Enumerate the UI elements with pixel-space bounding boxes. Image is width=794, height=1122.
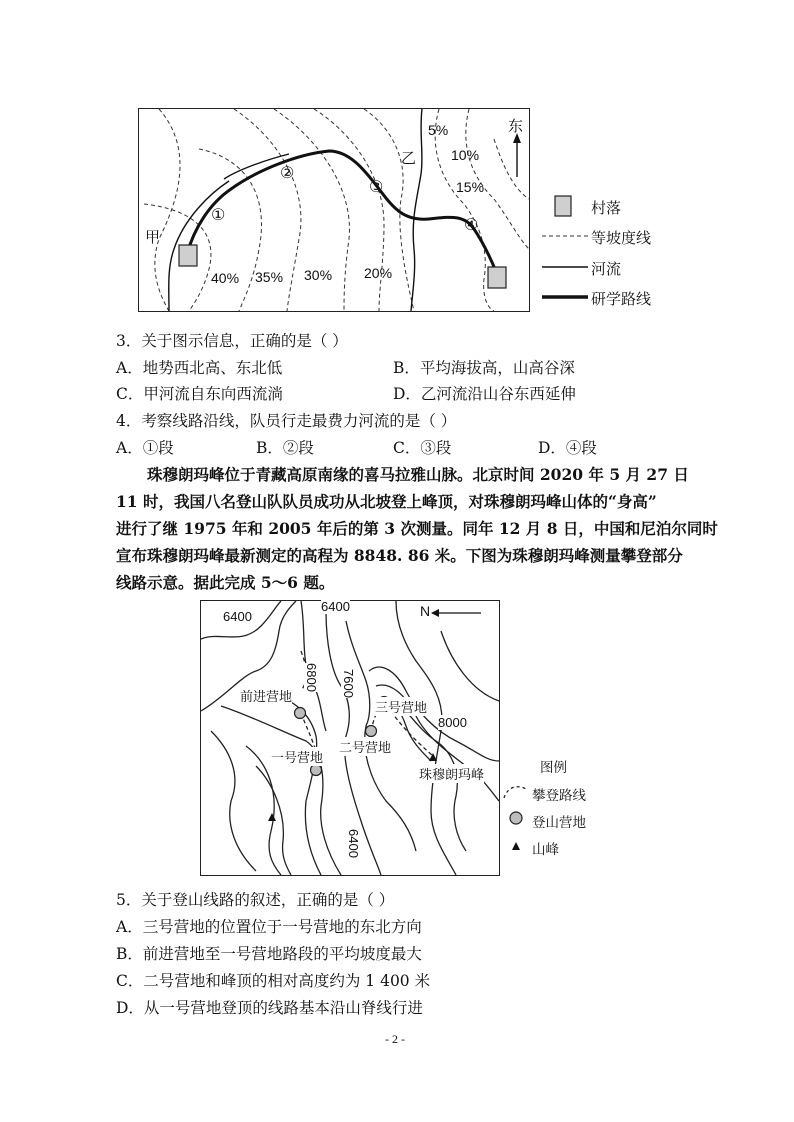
camp-legend-icon [510, 812, 522, 824]
north-arrow-icon [431, 609, 439, 617]
passage-line-1: 珠穆朗玛峰位于青藏高原南缘的喜马拉雅山脉。北京时间 2020 年 5 月 27 日 [147, 465, 689, 484]
legend-village-label: 村落 [591, 199, 622, 217]
everest-climbing-route-map [200, 600, 500, 876]
slope-label-5: 5% [428, 122, 449, 138]
map2-legend-camp-label: 登山营地 [532, 815, 586, 831]
advance-camp-marker [295, 708, 306, 719]
research-route-map [138, 108, 530, 312]
slope-label-30: 30% [304, 267, 333, 283]
slope-label-40: 40% [211, 270, 240, 286]
river-jia-label: 甲 [145, 228, 161, 246]
camp-3-label: 三号营地 [375, 697, 427, 716]
map2-legend-symbols [500, 780, 534, 860]
slope-label-35: 35% [255, 269, 284, 285]
page-number: - 2 - [385, 1032, 405, 1046]
question-4-option-c: C．③段 [393, 439, 452, 457]
segment-2-label: ② [280, 163, 295, 182]
question-5-option-b: B．前进营地至一号营地路段的平均坡度最大 [116, 945, 422, 963]
question-4-option-d: D．④段 [538, 439, 597, 457]
everest-label: 珠穆朗玛峰 [419, 764, 484, 783]
slope-label-20: 20% [364, 265, 393, 281]
east-label: 东 [508, 117, 524, 135]
question-3-option-b: B．平均海拔高，山高谷深 [393, 359, 575, 377]
legend-route-label: 研学路线 [591, 290, 652, 308]
camp-2-label: 二号营地 [339, 737, 391, 756]
question-5-option-c: C．二号营地和峰顶的相对高度约为 1 400 米 [116, 972, 431, 990]
question-4-option-b: B．②段 [256, 439, 314, 457]
contour-8000: 8000 [438, 715, 467, 730]
passage-line-4: 宣布珠穆朗玛峰最新测定的高程为 8848. 86 米。下图为珠穆朗玛峰测量攀登部分 [116, 546, 683, 565]
contour-7600: 7600 [341, 669, 356, 698]
legend-contour-label: 等坡度线 [591, 229, 652, 247]
slope-label-15: 15% [456, 179, 485, 195]
map1-legend [540, 192, 680, 312]
segment-1-label: ① [211, 205, 226, 224]
legend-river-label: 河流 [591, 260, 622, 278]
contour-6400-b: 6400 [321, 599, 350, 614]
map2-legend-peak-label: 山峰 [532, 842, 559, 858]
segment-4-label: ④ [464, 215, 479, 234]
peak-icon [268, 813, 276, 821]
question-5-option-a: A．三号营地的位置位于一号营地的东北方向 [116, 918, 422, 936]
question-5-option-d: D．从一号营地登顶的线路基本沿山脊线行进 [116, 999, 423, 1017]
passage-line-2: 11 时，我国八名登山队队员成功从北坡登上峰顶，对珠穆朗玛峰山体的“身高” [116, 492, 657, 511]
question-5-stem: 5．关于登山线路的叙述，正确的是（ ） [116, 891, 395, 909]
advance-camp-label: 前进营地 [240, 686, 292, 705]
village-jia-marker [179, 245, 197, 266]
question-3-stem: 3．关于图示信息，正确的是（ ） [116, 332, 348, 350]
map2-legend-title: 图例 [540, 760, 567, 776]
north-label: N [420, 603, 431, 619]
question-3-option-a: A．地势西北高、东北低 [116, 359, 283, 377]
climbing-route-legend-icon [504, 787, 528, 798]
question-4-stem: 4．考察线路沿线，队员行走最费力河流的是（ ） [116, 412, 457, 430]
map2-legend [500, 752, 610, 862]
peak-legend-icon [512, 842, 520, 850]
slope-label-10: 10% [451, 147, 480, 163]
river-yi-label: 乙 [401, 149, 417, 167]
village-legend-icon [555, 196, 571, 216]
camp-1-marker [311, 765, 322, 776]
camp-2-marker [366, 726, 377, 737]
segment-3-label: ③ [369, 177, 384, 196]
map2-legend-route-label: 攀登路线 [532, 788, 586, 804]
question-4-option-a: A．①段 [116, 439, 174, 457]
question-3-option-c: C．甲河流自东向西流淌 [116, 385, 283, 403]
question-3-option-d: D．乙河流沿山谷东西延伸 [393, 385, 576, 403]
contour-6400-c: 6400 [346, 829, 361, 858]
passage-line-5: 线路示意。据此完成 5～6 题。 [116, 573, 335, 592]
passage-line-3: 进行了继 1975 年和 2005 年后的第 3 次测量。同年 12 月 8 日，中国和尼泊尔同时 [116, 519, 718, 538]
camp-1-label: 一号营地 [271, 747, 323, 766]
research-route-map-drawing [139, 109, 529, 311]
village-east-marker [488, 267, 506, 288]
contour-6400-a: 6400 [223, 609, 252, 624]
contour-6800: 6800 [304, 663, 319, 692]
